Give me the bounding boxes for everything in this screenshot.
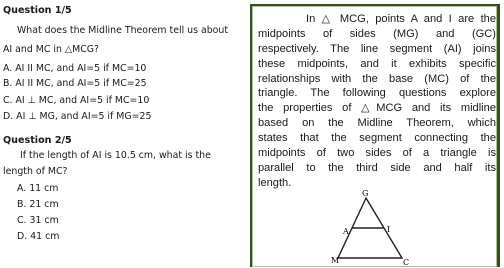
question-2-option-d[interactable]: D. 41 cm — [17, 231, 60, 242]
explanation-line: states that the segment connecting the — [258, 132, 496, 145]
vertex-label-g: G — [362, 189, 369, 198]
explanation-line: the properties of △MCG and its midline — [258, 102, 496, 115]
explanation-panel — [250, 4, 500, 267]
question-2-option-a[interactable]: A. 11 cm — [17, 183, 59, 194]
question-1-title: Question 1/5 — [3, 5, 72, 16]
question-2-text-line2: length of MC? — [3, 166, 68, 177]
explanation-line: In △ MCG, points A and I are the — [306, 13, 496, 25]
explanation-paragraph — [258, 12, 496, 191]
question-1-option-d[interactable]: D. AI ⊥ MG, and AI=5 if MG=25 — [3, 111, 152, 122]
explanation-line: length. — [258, 176, 292, 189]
question-2-option-c[interactable]: C. 31 cm — [17, 215, 59, 226]
explanation-line: respectively. The line segment (AI) joins — [258, 42, 496, 55]
explanation-line: midpoints of two sides of a triangle is — [258, 147, 496, 160]
vertex-label-c: C — [403, 258, 410, 267]
question-2-option-b[interactable]: B. 21 cm — [17, 199, 59, 210]
point-label-i: I — [387, 225, 391, 234]
explanation-line: triangle. The following questions explore — [258, 87, 496, 100]
explanation-line: based on the Midline Theorem, which — [258, 117, 496, 130]
question-1-option-b[interactable]: B. AI II MC, and AI=5 if MC=25 — [3, 78, 147, 89]
question-1-text-line1: What does the Midline Theorem tell us about — [17, 25, 229, 36]
vertex-label-m: M — [331, 256, 340, 265]
question-2-title: Question 2/5 — [3, 135, 72, 146]
explanation-line: midpoints of sides (MG) and (GC) — [258, 27, 496, 40]
triangle-diagram — [330, 188, 412, 268]
question-1-option-c[interactable]: C. AI ⊥ MC, and AI=5 if MC=10 — [3, 95, 150, 106]
question-2-text-line1: If the length of AI is 10.5 cm, what is the — [20, 150, 211, 161]
explanation-line: parallel to the third side and half its — [258, 161, 496, 174]
question-1-text-line2: AI and MC in △MCG? — [3, 44, 100, 55]
point-label-a: A — [343, 227, 349, 236]
questions-panel — [0, 0, 249, 267]
explanation-line: these midpoints, and it exhibits specific — [258, 57, 496, 70]
explanation-line: relationships with the base (MC) of the — [258, 72, 496, 85]
question-1-option-a[interactable]: A. AI II MC, and AI=5 if MC=10 — [3, 63, 147, 74]
